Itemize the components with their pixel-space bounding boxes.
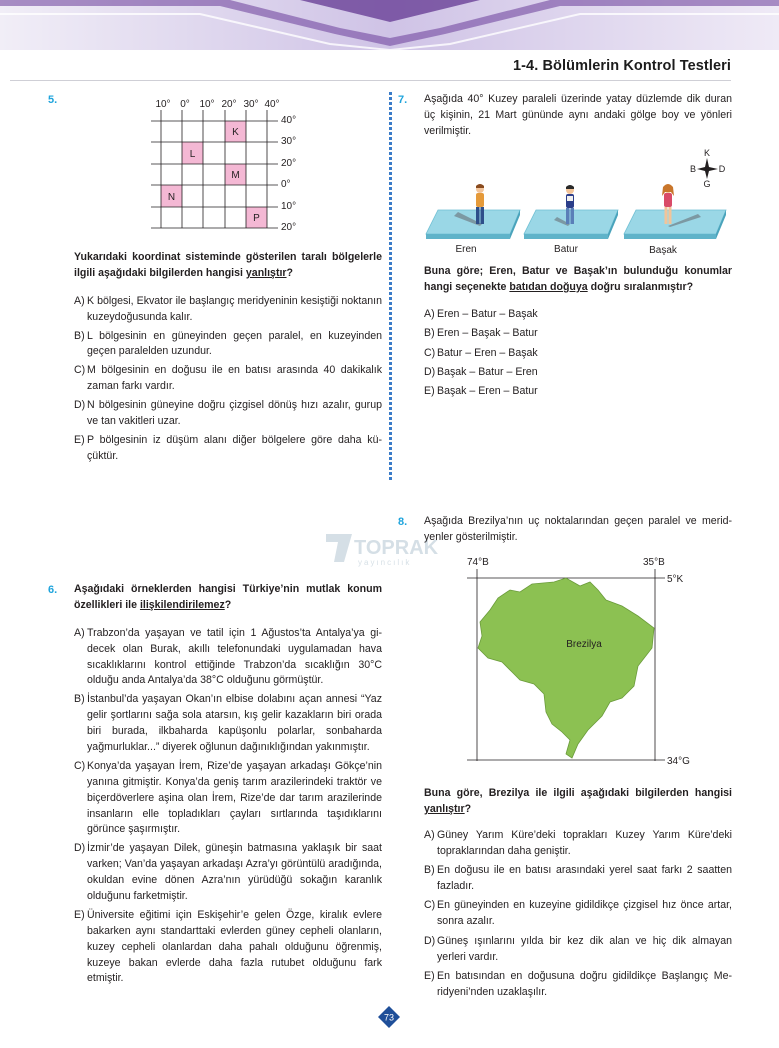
grid-top-label: 30° [243,99,259,110]
brazil-map [462,556,702,771]
compass-n: K [703,148,711,158]
option-a[interactable]: A) Eren – Batur – Başak [424,307,538,320]
question-6 [74,582,382,990]
grid-right-label: 10° [281,201,297,212]
option-c[interactable]: C) Konya’da yaşayan İrem, Rize’de yaşayan arkadaşı Gökçe’nin yanına gitmiştir. Konya’da geniş tarım arazilerindeki traktör ve biçerdöverlere aşina olan İrem, Rize’de dar tarım arazilerinde insanların elle topladıkları çayları sırtlarında taşıdıklarını görünce şaşırmıştır. [74,759,382,836]
grid-top-label: 10° [199,99,215,110]
option-e[interactable]: E) Üniversite eğitimi için Eskişehir’e gelen Özge, kiralık evlere bakarken aynı standarttaki evlerden güney cepheli olanların, kuzey cepheli olanlardan daha pahalı olduğunu öğrenmiş, kuzeye bakan evlerde daha fazla rutubet olduğunu fark etmiştir. [74,908,382,985]
option-d[interactable]: D) Başak – Batur – Eren [424,365,538,378]
question-7-intro: Aşağıda 40° Kuzey paraleli üzerinde yatay düzlemde dik duran üç kişinin, 21 Mart gününde aynı andaki gölge boy ve yönleri verilmiştir. [424,93,732,137]
option-d[interactable]: D) N bölgesinin güneyine doğru çizgisel dönüş hızı azalır, gurup ve tan vakitleri uzar. [74,399,382,428]
cell-label: L [189,149,196,160]
cell-label: M [231,170,240,181]
question-7-stem: Buna göre; Eren, Batur ve Başak’ın bulunduğu konumlar hangi seçenekte batıdan doğuya doğru sıralanmıştır? [424,265,732,293]
label-eren: Eren [455,244,477,255]
grid-right-label: 0° [281,179,291,190]
compass-e: D [718,164,726,174]
column-divider [389,92,392,482]
compass-w: B [690,164,697,174]
header-rule [10,80,731,81]
option-c[interactable]: C) En güneyinden en kuzeyine gidildikçe çizgisel hız önce artar, sonra azalır. [424,899,732,928]
grid-right-label: 30° [281,136,297,147]
grid-right-label: 20° [281,158,297,169]
page-number: 73 [383,1012,395,1023]
map-top-parallel: 5°K [667,574,684,585]
watermark-sub: yayıncılık [358,558,412,567]
option-e[interactable]: E) En batısından en doğusuna doğru gidildikçe Başlangıç Meridyeni’nden uzaklaşılır. [424,969,732,998]
question-7-number: 7. [398,94,408,106]
grid-right-label: 20° [281,222,297,233]
option-b[interactable]: B) İstanbul’da yaşayan Okan’ın elbise dolabını açan annesi “Yaz gelir şortlarını sağa sola atarsın, kış gelir kazakların biri orada biri burada, ilkbaharda kapüşonlu polarlar, sonbaharda yağmurluklar...” diyerek oğlunun dağınıklığından yakınmıştır. [74,693,382,754]
question-5 [74,250,382,468]
grid-top-label: 20° [221,99,237,110]
grid-top-label: 0° [180,99,190,110]
option-b[interactable]: B) L bölgesinin en güneyinden geçen paralel, en kuzeyinden geçen paralelden uzundur. [74,329,382,358]
question-8-number: 8. [398,516,408,528]
grid-top-label: 40° [264,99,280,110]
option-e[interactable]: E) P bölgesinin iz düşüm alanı diğer bölgelere göre daha küçüktür. [74,433,382,462]
cell-label: P [253,213,260,224]
label-basak: Başak [649,245,677,256]
compass-s: G [703,179,711,189]
question-5-stem: Yukarıdaki koordinat sisteminde gösterilen taralı bölgelerle ilgili aşağıdaki bilgilerden hangisi yanlıştır? [74,251,382,279]
option-a[interactable]: A) Trabzon’da yaşayan ve tatil için 1 Ağustos’ta Antalya’ya gidecek olan Burak, akıllı telefonundaki uygulamadan hava sıcaklıklarını kontrol ettiğinde Trabzon’da sıcaklığın 30°C olduğu anda Antalya’da 38°C olduğunu görmüştür. [74,626,382,687]
option-e[interactable]: E) Başak – Eren – Batur [424,385,538,398]
header-band [0,0,779,50]
question-5-number: 5. [48,94,58,106]
question-8-intro: Aşağıda Brezilya’nın uç noktalarından geçen paralel ve meridyenler gösterilmiştir. [424,515,732,543]
label-batur: Batur [554,244,578,255]
cell-label: N [167,192,176,203]
option-c[interactable]: C) Batur – Eren – Başak [424,346,538,359]
question-8 [424,786,732,1004]
map-bottom-parallel: 34°G [667,756,690,767]
option-d[interactable]: D) Güneş ışınlarını yılda bir kez dik alan ve hiç dik almayan yerleri vardır. [424,934,732,963]
map-left-meridian: 74°B [467,557,489,568]
grid-right-label: 40° [281,115,297,126]
map-country-label: Brezilya [566,639,602,650]
question-6-number: 6. [48,584,58,596]
page-number-badge [378,1006,400,1028]
watermark-brand: TOPRAK [354,537,439,559]
question-8-stem: Buna göre, Brezilya ile ilgili aşağıdaki bilgilerden hangisi yanlıştır? [424,787,732,815]
option-d[interactable]: D) İzmir’de yaşayan Dilek, güneşin batmasına yaklaşık bir saat varken; Van’da yaşayan arkadaşı Azra’yı görüntülü aradığında, okuldan evine dönen Azra’nın yürüdüğü sokağın karanlık olduğunu farketmiştir. [74,842,382,903]
map-right-meridian: 35°B [643,557,665,568]
people-shadows-figure [424,182,734,258]
coordinate-grid [148,96,308,236]
question-7 [424,264,732,404]
question-6-stem: Aşağıdaki örneklerden hangisi Türkiye’nin mutlak konum özellikleri ile ilişkilendirilemez? [74,583,382,611]
grid-top-label: 10° [155,99,171,110]
option-b[interactable]: B) Eren – Başak – Batur [424,327,538,340]
option-c[interactable]: C) M bölgesinin en doğusu ile en batısı arasında 40 dakikalık zaman farkı vardır. [74,364,382,393]
option-b[interactable]: B) En doğusu ile en batısı arasındaki yerel saat farkı 2 saatten fazladır. [424,864,732,892]
option-a[interactable]: A) Güney Yarım Küre’deki toprakları Kuzey Yarım Küre’deki topraklarından daha geniştir. [424,828,732,857]
cell-label: K [232,127,239,138]
page-title: 1-4. Bölümlerin Kontrol Testleri [512,58,731,74]
option-a[interactable]: A) K bölgesi, Ekvator ile başlangıç meridyeninin kesiştiği noktanın kuzeydoğusunda kalır. [74,294,382,323]
